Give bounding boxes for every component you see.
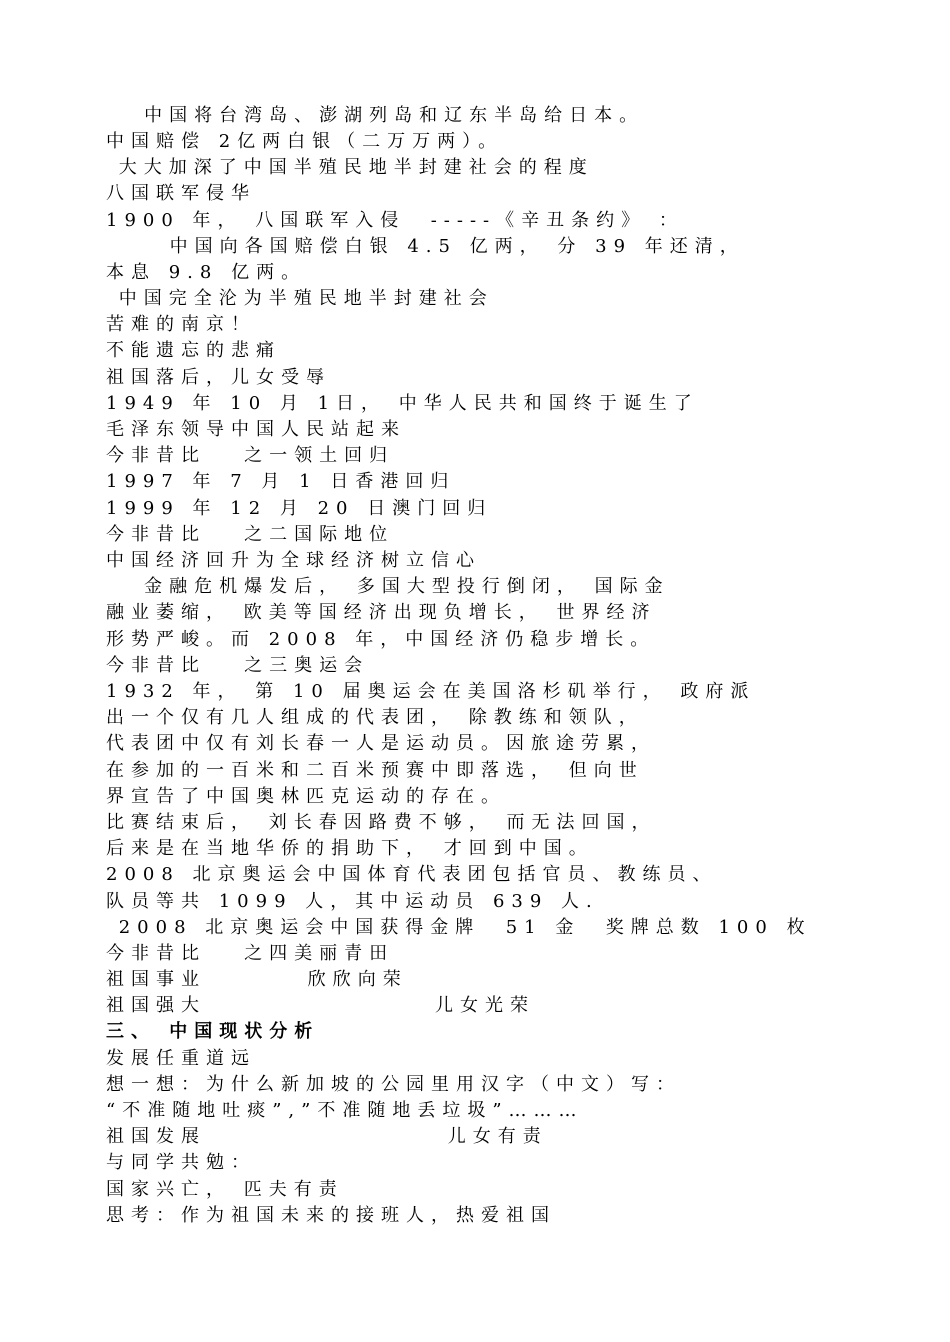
text-line: 1999 年 12 月 20 日澳门回归 bbox=[106, 498, 493, 519]
text-line: 今非昔比 之二国际地位 bbox=[106, 524, 395, 545]
text-line: 中国完全沦为半殖民地半封建社会 bbox=[106, 288, 494, 309]
text-line: 1949 年 10 月 1日， 中华人民共和国终于诞生了 bbox=[106, 393, 699, 414]
text-line: 今非昔比 之四美丽青田 bbox=[106, 943, 395, 964]
text-line: 发展任重道远 bbox=[106, 1048, 256, 1069]
text-line: 2008 北京奥运会中国体育代表团包括官员、教练员、 bbox=[106, 864, 718, 885]
text-line: 与同学共勉： bbox=[106, 1152, 256, 1173]
text-line: 八国联军侵华 bbox=[106, 183, 256, 204]
text-line: 出一个仅有几人组成的代表团， 除教练和领队， bbox=[106, 707, 644, 728]
text-line: 祖国发展 儿女有责 bbox=[106, 1126, 548, 1147]
text-line: 中国经济回升为全球经济树立信心 bbox=[106, 550, 481, 571]
text-line: 2008 北京奥运会中国获得金牌 51 金 奖牌总数 100 枚 bbox=[106, 917, 812, 938]
text-line: 想一想：为什么新加坡的公园里用汉字（中文）写： bbox=[106, 1074, 681, 1095]
text-line: 毛泽东领导中国人民站起来 bbox=[106, 419, 406, 440]
text-line: 今非昔比 之一领土回归 bbox=[106, 445, 395, 466]
text-line: 金融危机爆发后， 多国大型投行倒闭， 国际金 bbox=[106, 576, 670, 597]
text-line: 1900 年， 八国联军入侵 -----《辛丑条约》 ： bbox=[106, 210, 684, 231]
text-line: 祖国强大 儿女光荣 bbox=[106, 995, 535, 1016]
text-line: 苦难的南京！ bbox=[106, 314, 256, 335]
text-line: “不准随地吐痰”,”不准随地丢垃圾”……… bbox=[106, 1100, 584, 1121]
text-line: 国家兴亡， 匹夫有责 bbox=[106, 1179, 344, 1200]
text-line: 融业萎缩， 欧美等国经济出现负增长， 世界经济 bbox=[106, 602, 657, 623]
text-line: 祖国事业 欣欣向荣 bbox=[106, 969, 408, 990]
text-line: 后来是在当地华侨的捐助下， 才回到中国。 bbox=[106, 838, 594, 859]
text-line: 1932 年， 第 10 届奥运会在美国洛杉矶举行， 政府派 bbox=[106, 681, 756, 702]
text-line: 中国向各国赔偿白银 4.5 亿两， 分 39 年还清， bbox=[106, 236, 745, 257]
text-line: 界宣告了中国奥林匹克运动的存在。 bbox=[106, 786, 506, 807]
text-line: 中国赔偿 2亿两白银（二万万两）。 bbox=[106, 131, 504, 152]
text-line: 队员等共 1099 人，其中运动员 639 人. bbox=[106, 891, 599, 912]
text-line: 本息 9.8 亿两。 bbox=[106, 262, 307, 283]
text-line: 大大加深了中国半殖民地半封建社会的程度 bbox=[106, 157, 594, 178]
text-line: 形势严峻。而 2008 年，中国经济仍稳步增长。 bbox=[106, 629, 656, 650]
text-line: 今非昔比 之三奥运会 bbox=[106, 655, 370, 676]
text-line: 思考：作为祖国未来的接班人，热爱祖国 bbox=[106, 1205, 556, 1226]
text-line: 比赛结束后， 刘长春因路费不够， 而无法回国， bbox=[106, 812, 657, 833]
text-line: 代表团中仅有刘长春一人是运动员。因旅途劳累， bbox=[106, 733, 656, 754]
text-line: 中国将台湾岛、澎湖列岛和辽东半岛给日本。 bbox=[106, 105, 645, 126]
section-heading: 三、 中国现状分析 bbox=[106, 1021, 320, 1042]
text-line: 1997 年 7 月 1 日香港回归 bbox=[106, 471, 456, 492]
text-line: 在参加的一百米和二百米预赛中即落选， 但向世 bbox=[106, 760, 644, 781]
text-line: 祖国落后，儿女受辱 bbox=[106, 367, 331, 388]
text-line: 不能遗忘的悲痛 bbox=[106, 340, 281, 361]
